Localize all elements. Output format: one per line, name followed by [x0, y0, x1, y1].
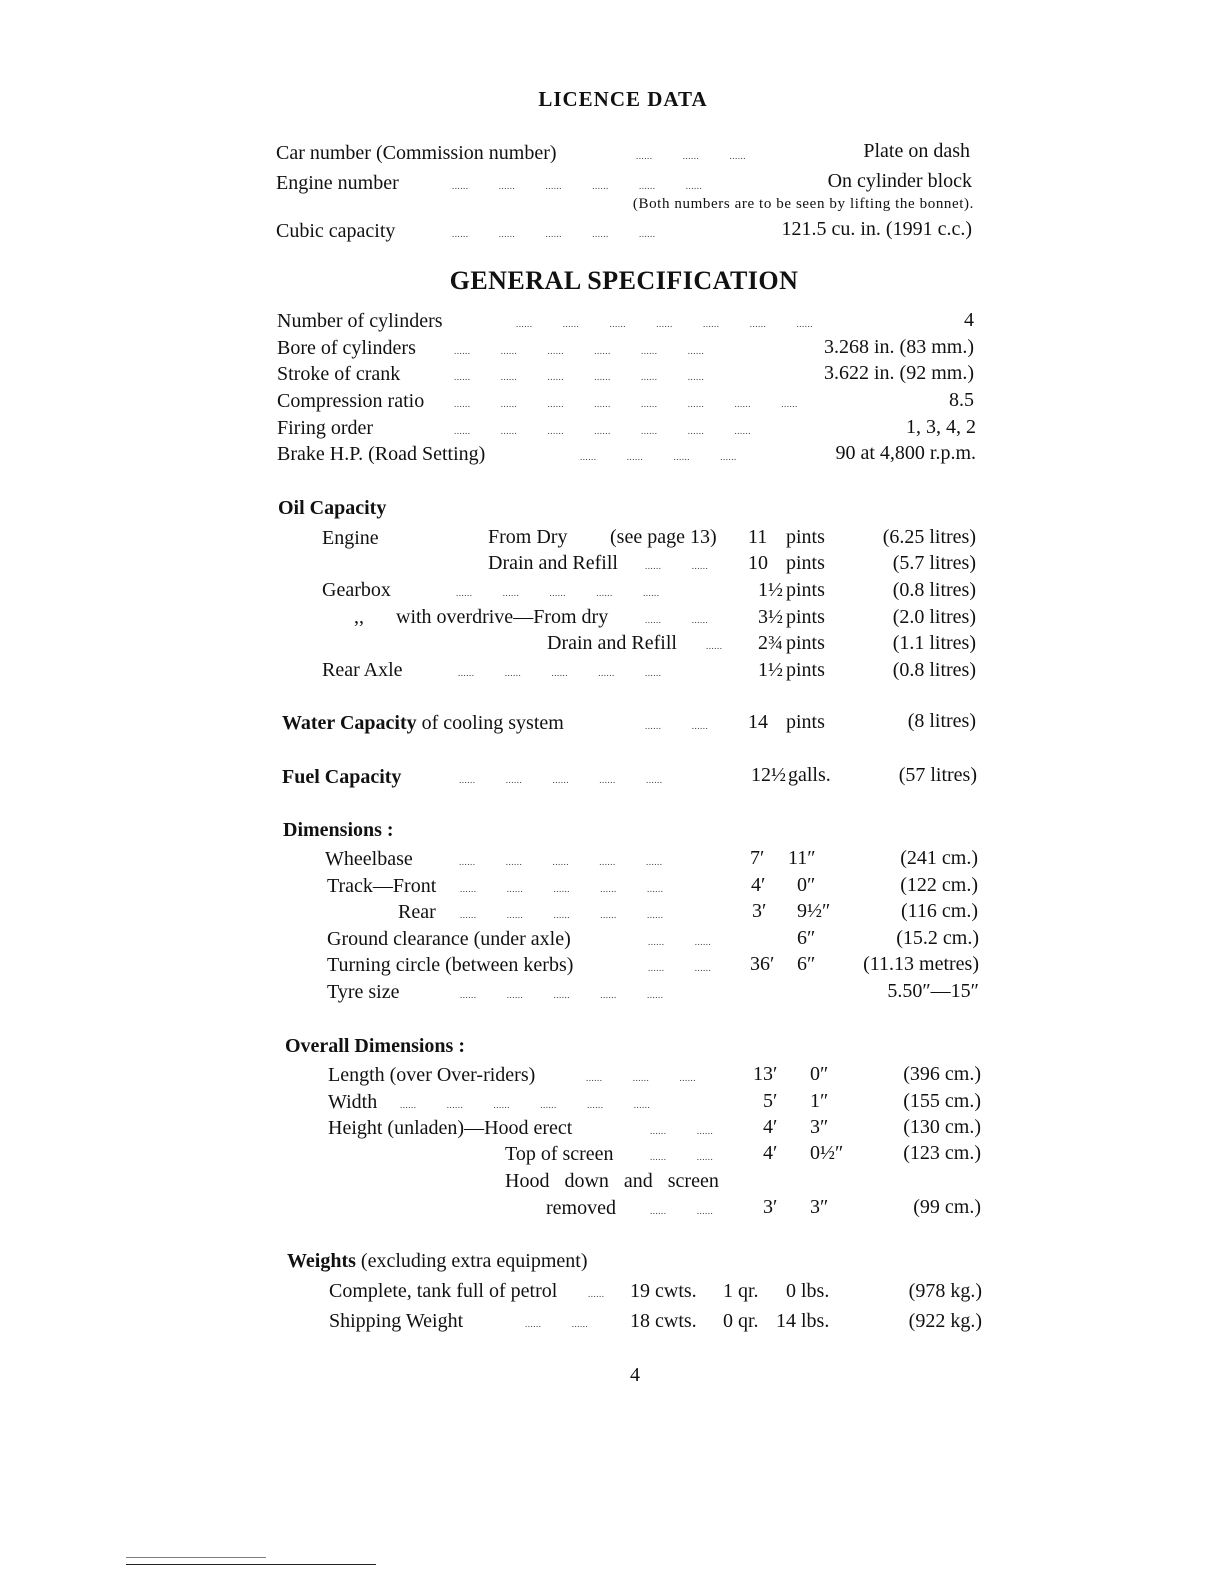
cubic-capacity-label: Cubic capacity: [276, 220, 396, 242]
water-capacity-suffix: of cooling system: [421, 712, 564, 734]
dim-label: Track—Front: [327, 875, 437, 897]
spec-label: Firing order: [277, 417, 374, 439]
overall-label: Height (unladen)—Hood erect: [328, 1117, 573, 1139]
weight-label: Shipping Weight: [329, 1310, 464, 1332]
leader-dots: ...... ...... ...... ...... ......: [460, 990, 664, 1000]
leader-dots: ...... ...... ......: [636, 151, 746, 161]
weights-suffix: (excluding extra equipment): [360, 1250, 588, 1272]
weights-heading-row: [287, 1251, 588, 1271]
oil-metric: (0.8 litres): [892, 579, 976, 601]
dim-label: Wheelbase: [325, 848, 413, 870]
spec-value: 4: [964, 309, 974, 331]
leader-dots: ...... ...... ...... ...... ...... ...... ......: [454, 426, 751, 436]
spec-label: Stroke of crank: [277, 363, 401, 385]
dim-label: Rear: [398, 901, 436, 923]
weight-cwt: 19 cwts.: [630, 1280, 697, 1302]
water-capacity-row: [282, 713, 564, 733]
oil-capacity-heading: Oil Capacity: [278, 497, 387, 519]
footer-rule: [126, 1564, 376, 1565]
dim-feet: 3′: [752, 900, 767, 922]
leader-dots: ...... ...... ...... ......: [580, 452, 737, 462]
weight-qr: 1 qr.: [723, 1280, 759, 1302]
oil-gearbox-label: Gearbox: [322, 579, 391, 601]
overall-metric: (123 cm.): [903, 1142, 981, 1164]
licence-heading: LICENCE DATA: [538, 87, 708, 111]
engine-number-label: Engine number: [276, 172, 399, 194]
leader-dots: ...... ...... ...... ...... ......: [459, 857, 663, 867]
leader-dots: ...... ......: [525, 1319, 589, 1329]
overall-inches: 1″: [810, 1090, 829, 1112]
spec-label: Number of cylinders: [277, 310, 443, 332]
overall-metric: (99 cm.): [913, 1196, 981, 1218]
leader-dots: ...... ...... ...... ...... ......: [456, 588, 660, 598]
dim-metric: (116 cm.): [900, 900, 978, 922]
oil-qty: 3½: [758, 606, 783, 628]
page-number: 4: [630, 1364, 640, 1386]
car-number-label: Car number (Commission number): [276, 142, 557, 164]
licence-note: (Both numbers are to be seen by lifting the bonnet).: [632, 196, 974, 212]
dim-feet: 36′: [750, 953, 775, 975]
oil-unit: pints: [786, 579, 825, 601]
water-capacity-heading: Water Capacity: [282, 712, 417, 734]
overall-dimensions-heading: Overall Dimensions :: [285, 1035, 465, 1057]
oil-qty: 11: [748, 526, 768, 548]
general-spec-heading: GENERAL SPECIFICATION: [449, 266, 799, 295]
fuel-unit: galls.: [788, 764, 831, 786]
spec-label: Compression ratio: [277, 390, 425, 412]
fuel-metric: (57 litres): [898, 764, 977, 786]
oil-engine-label: Engine: [322, 527, 379, 549]
leader-dots: ...... ......: [648, 937, 712, 947]
leader-dots: ...... ......: [645, 721, 709, 731]
oil-qty: 2¾: [758, 632, 783, 654]
overall-inches: 3″: [810, 1116, 829, 1138]
leader-dots: ...... ......: [650, 1206, 714, 1216]
car-number-value: Plate on dash: [863, 140, 970, 162]
oil-overdrive-label: with overdrive—From dry: [396, 606, 609, 628]
spec-value: 3.268 in. (83 mm.): [824, 336, 974, 358]
dim-inches: 9½″: [797, 900, 831, 922]
oil-see-page-label: (see page 13): [610, 526, 717, 548]
spec-label: Brake H.P. (Road Setting): [277, 443, 486, 465]
dim-feet: 7′: [750, 847, 765, 869]
oil-metric: (6.25 litres): [882, 526, 976, 548]
overall-feet: 3′: [763, 1196, 778, 1218]
dim-metric: (11.13 metres): [863, 953, 979, 975]
oil-drain-refill-2-label: Drain and Refill: [547, 632, 677, 654]
leader-dots: ...... ...... ...... ...... ...... ...... ......: [516, 319, 813, 329]
spec-label: Bore of cylinders: [277, 337, 416, 359]
leader-dots: ...... ...... ...... ...... ......: [458, 668, 662, 678]
oil-rear-axle-label: Rear Axle: [322, 659, 403, 681]
leader-dots: ...... ...... ...... ...... ...... ......: [454, 346, 705, 356]
leader-dots: ...... ......: [648, 963, 712, 973]
leader-dots: ...... ...... ...... ...... ...... ......: [452, 181, 703, 191]
leader-dots: ...... ......: [645, 615, 709, 625]
leader-dots: ......: [706, 641, 723, 651]
spec-value: 1, 3, 4, 2: [906, 416, 976, 438]
water-unit: pints: [786, 711, 825, 733]
oil-qty: 1½: [758, 579, 783, 601]
overall-feet: 4′: [763, 1142, 778, 1164]
oil-unit: pints: [786, 606, 825, 628]
spec-value: 8.5: [949, 389, 974, 411]
leader-dots: ...... ...... ...... ...... ...... ...... ...... ......: [454, 399, 798, 409]
weight-label: Complete, tank full of petrol: [329, 1280, 558, 1302]
leader-dots: ...... ...... ...... ...... ...... ......: [454, 372, 705, 382]
weight-qr: 0 qr.: [723, 1310, 759, 1332]
oil-metric: (1.1 litres): [892, 632, 976, 654]
oil-unit: pints: [786, 526, 825, 548]
oil-metric: (2.0 litres): [892, 606, 976, 628]
weight-metric: (922 kg.): [908, 1310, 982, 1332]
fuel-capacity-heading: Fuel Capacity: [282, 766, 402, 788]
dim-metric: (15.2 cm.): [896, 927, 979, 949]
oil-from-dry-label: From Dry: [488, 526, 568, 548]
spec-value: 3.622 in. (92 mm.): [824, 362, 974, 384]
overall-label: removed: [546, 1197, 616, 1219]
oil-metric: (0.8 litres): [892, 659, 976, 681]
overall-metric: (130 cm.): [903, 1116, 981, 1138]
overall-inches: 3″: [810, 1196, 829, 1218]
dimensions-heading: Dimensions :: [283, 819, 394, 841]
overall-metric: (396 cm.): [903, 1063, 981, 1085]
oil-qty: 10: [748, 552, 768, 574]
overall-feet: 5′: [763, 1090, 778, 1112]
fuel-qty: 12½: [751, 764, 786, 786]
oil-drain-refill-label: Drain and Refill: [488, 552, 618, 574]
overall-label: Length (over Over-riders): [328, 1064, 536, 1086]
leader-dots: ...... ......: [650, 1152, 714, 1162]
overall-inches: 0½″: [810, 1142, 844, 1164]
dim-inches: 0″: [797, 874, 816, 896]
dim-inches: 6″: [797, 927, 816, 949]
overall-inches: 0″: [810, 1063, 829, 1085]
dim-metric: (122 cm.): [900, 874, 978, 896]
water-qty: 14: [748, 711, 768, 733]
leader-dots: ...... ...... ...... ...... ...... ......: [400, 1100, 651, 1110]
weight-lb: 0 lbs.: [786, 1280, 830, 1302]
oil-unit: pints: [786, 552, 825, 574]
weight-metric: (978 kg.): [908, 1280, 982, 1302]
dim-inches: 6″: [797, 953, 816, 975]
oil-qty: 1½: [758, 659, 783, 681]
leader-dots: ......: [588, 1289, 605, 1299]
overall-feet: 4′: [763, 1116, 778, 1138]
dim-label: Tyre size: [327, 981, 400, 1003]
overall-metric: (155 cm.): [903, 1090, 981, 1112]
leader-dots: ...... ......: [645, 561, 709, 571]
oil-unit: pints: [786, 632, 825, 654]
weights-heading: Weights: [287, 1250, 356, 1272]
leader-dots: ...... ...... ......: [586, 1073, 696, 1083]
leader-dots: ...... ...... ...... ...... ......: [460, 910, 664, 920]
weight-cwt: 18 cwts.: [630, 1310, 697, 1332]
oil-ditto-mark: ,,: [354, 606, 364, 628]
dim-label: Ground clearance (under axle): [327, 928, 571, 950]
leader-dots: ...... ......: [650, 1126, 714, 1136]
dim-feet: 4′: [751, 874, 766, 896]
overall-hood-down-label: Hood down and screen: [505, 1170, 719, 1192]
spec-value: 90 at 4,800 r.p.m.: [835, 442, 976, 464]
engine-number-value: On cylinder block: [827, 170, 972, 192]
oil-metric: (5.7 litres): [892, 552, 976, 574]
cubic-capacity-value: 121.5 cu. in. (1991 c.c.): [781, 218, 972, 240]
leader-dots: ...... ...... ...... ...... ......: [452, 229, 656, 239]
leader-dots: ...... ...... ...... ...... ......: [460, 884, 664, 894]
dim-label: Turning circle (between kerbs): [327, 954, 574, 976]
oil-unit: pints: [786, 659, 825, 681]
overall-label: Top of screen: [505, 1143, 614, 1165]
overall-feet: 13′: [753, 1063, 778, 1085]
weight-lb: 14 lbs.: [776, 1310, 830, 1332]
dim-metric: (241 cm.): [900, 847, 978, 869]
water-metric: (8 litres): [907, 710, 976, 732]
dim-metric: 5.50″—15″: [887, 980, 979, 1002]
overall-label: Width: [328, 1091, 378, 1113]
footer-rule: [126, 1557, 266, 1558]
dim-inches: 11″: [788, 847, 816, 869]
leader-dots: ...... ...... ...... ...... ......: [459, 775, 663, 785]
